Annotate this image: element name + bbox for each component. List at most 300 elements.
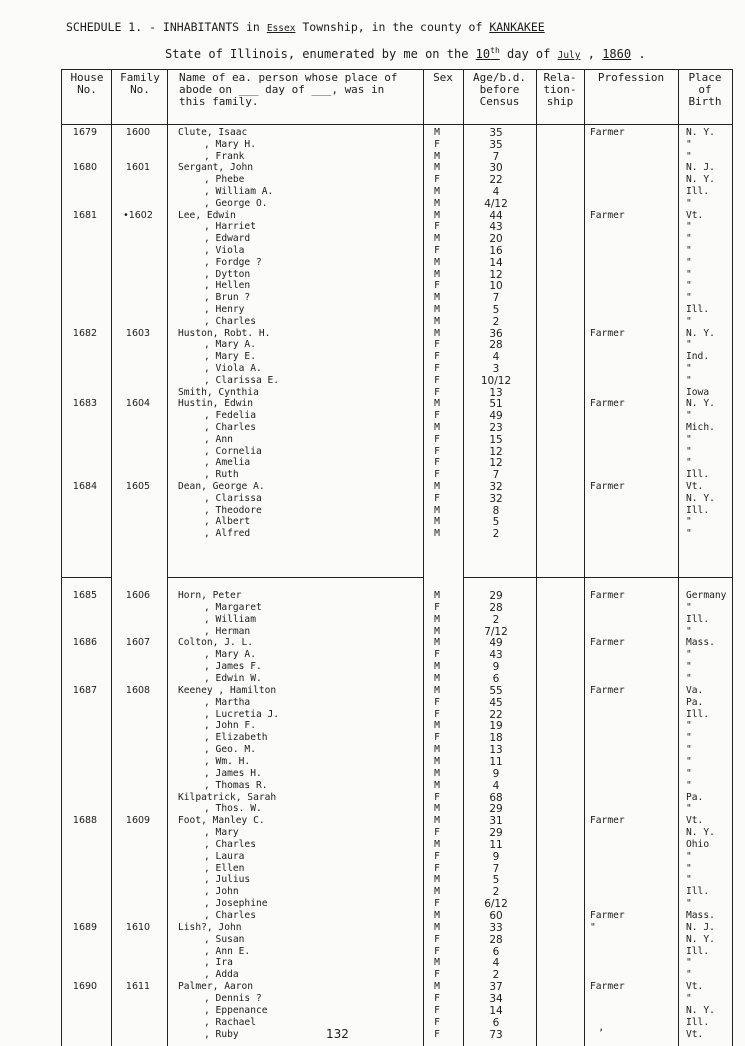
sex-value: M [434,150,440,162]
profession-value: Farmer [590,127,625,138]
age-value: 35 [489,127,503,139]
person-name: , Lucretia J. [204,708,280,720]
person-name: Dean, George A. [178,481,265,492]
birthplace-value: Ill. [686,886,710,898]
sex-value: M [434,590,440,601]
sex-value: M [434,268,440,280]
age-value: 10/12 [480,374,512,387]
township-suffix: Township, in the county of [302,20,483,34]
birthplace-value: Ill. [686,945,710,957]
census-row [0,422,745,434]
house-number: 1681 [72,209,98,221]
sex-value: F [434,280,440,292]
age-value: 28 [489,933,503,946]
age-value: 2 [492,969,500,982]
birthplace-value: " [686,363,692,374]
census-row [0,528,745,540]
census-row [0,221,745,233]
census-row [0,387,745,399]
sex-value: F [434,969,440,981]
census-row [0,792,745,804]
census-row [0,863,745,875]
sex-value: M [434,921,440,933]
profession-value: Farmer [590,209,625,221]
census-row [0,614,745,626]
sex-value: F [434,410,440,422]
age-value: 49 [489,410,503,423]
census-row [0,139,745,151]
age-value: 4 [492,957,500,970]
birthplace-value: " [686,601,692,613]
sex-value: F [434,933,440,945]
census-row [0,210,745,222]
census-row [0,162,745,174]
family-number: 1606 [125,590,151,601]
birthplace-value: " [686,315,692,327]
day-word: day of [507,47,551,61]
sex-value: F [434,1028,440,1040]
birthplace-value: Ill. [686,304,710,315]
sex-value: F [434,445,440,457]
person-name: , Theodore [204,504,262,516]
birthplace-value: " [686,969,692,981]
enumeration-day [476,47,500,61]
census-row [0,505,745,517]
person-name: , Adda [204,969,239,981]
birthplace-value: N. Y. [686,127,715,138]
column-header-family: Family No. [120,71,160,96]
person-name: Huston, Robt. H. [178,327,271,339]
family-number: 1611 [125,981,151,993]
page-number: 132 [326,1027,349,1041]
profession-value: " [590,921,596,933]
family-number: •1602 [123,209,153,221]
census-row [0,957,745,969]
birthplace-value: Pa. [686,696,704,708]
census-row [0,626,745,638]
sex-value: M [434,720,440,732]
county-value: KANKAKEE [489,20,545,34]
person-name: Kilpatrick, Sarah [178,791,277,803]
census-row [0,363,745,375]
sex-value: F [434,1004,440,1016]
birthplace-value: " [686,528,692,540]
census-row [0,922,745,934]
age-value: 32 [489,481,503,493]
birthplace-value: " [686,874,692,886]
birthplace-value: Ohio [686,838,710,850]
census-row [0,602,745,614]
census-row [0,661,745,673]
birthplace-value: Ill. [686,1016,710,1028]
sex-value: M [434,304,440,315]
person-name: , John F. [204,720,256,732]
age-value: 2 [492,613,500,626]
birthplace-value: " [686,138,692,150]
person-name: , Margaret [204,601,262,613]
census-row [0,969,745,981]
census-row [0,815,745,827]
census-row [0,339,745,351]
family-number: 1601 [125,162,151,174]
age-value: 60 [489,910,503,922]
family-number: 1610 [125,921,151,933]
person-name: , Wm. H. [204,755,251,767]
sex-value: F [434,862,440,874]
age-value: 11 [489,755,503,768]
age-value: 11 [489,838,503,851]
column-header-profession: Profession [597,71,665,84]
census-row [0,328,745,340]
age-value: 28 [489,339,503,352]
age-value: 31 [489,815,503,828]
census-row [0,851,745,863]
census-row [0,1017,745,1029]
birthplace-value: Ind. [686,351,710,363]
person-name: , George O. [204,197,268,209]
profession-value: Farmer [590,481,625,492]
birthplace-value: Vt. [686,481,704,492]
house-number: 1680 [72,162,98,174]
sex-value: F [434,374,440,386]
family-number: 1609 [125,815,151,827]
census-row [0,590,745,602]
profession-value: Farmer [590,590,625,601]
age-value: 36 [489,327,503,340]
birthplace-value: " [686,767,692,779]
house-number: 1686 [72,637,98,649]
birthplace-value: Iowa [686,386,710,398]
age-value: 6 [492,673,500,685]
person-name: , William [204,613,256,625]
person-name: , Rachael [204,1016,256,1028]
census-row [0,946,745,958]
person-name: , Ira [204,957,233,969]
sex-value: F [434,649,440,661]
township-value: Essex [266,23,296,34]
birthplace-value: " [686,803,692,815]
census-row [0,697,745,709]
age-value: 7 [492,292,500,305]
birthplace-value: N. J. [686,162,715,174]
person-name: , William A. [204,186,274,197]
person-name: , John [204,886,239,898]
age-value: 16 [489,245,503,257]
birthplace-value: " [686,374,692,386]
age-value: 37 [489,981,503,994]
birthplace-value: " [686,732,692,744]
birthplace-value: " [686,445,692,457]
census-row [0,198,745,210]
sex-value: M [434,779,440,791]
census-row [0,174,745,186]
census-row [0,446,745,458]
age-value: 2 [492,886,500,899]
person-name: , Cornelia [204,445,262,457]
census-row [0,839,745,851]
census-row [0,993,745,1005]
sex-value: M [434,613,440,625]
sex-value: F [434,138,440,150]
age-value: 3 [492,363,500,375]
birthplace-value: N. Y. [686,1004,715,1016]
sex-value: F [434,708,440,720]
sex-value: F [434,945,440,957]
census-row [0,1005,745,1017]
grid-line [463,577,733,578]
age-value: 15 [489,433,503,446]
sex-value: F [434,339,440,351]
person-name: Lish?, John [178,921,242,933]
age-value: 68 [489,791,503,804]
birthplace-value: " [686,245,692,256]
person-name: , Mary E. [204,351,256,363]
person-name: , Ruth [204,469,239,481]
person-name: , Charles [204,910,256,921]
sex-value: M [434,684,440,696]
sex-value: F [434,827,440,838]
age-value: 35 [489,138,503,151]
birthplace-value: " [686,197,692,209]
age-value: 23 [489,422,503,434]
stray-mark: ʼ [598,1028,605,1039]
birthplace-value: " [686,779,692,791]
header-end: . [638,47,646,61]
person-name: , Brun ? [204,292,251,304]
birthplace-value: " [686,755,692,767]
person-name: , Edwin W. [204,673,262,684]
birthplace-value: N. Y. [686,398,715,410]
census-row [0,732,745,744]
birthplace-value: " [686,457,692,469]
sex-value: M [434,292,440,304]
person-name: , Ruby [204,1028,239,1040]
age-value: 9 [492,767,500,780]
census-row [0,720,745,732]
person-name: , Dennis ? [204,992,262,1004]
sex-value: M [434,528,440,540]
sex-value: F [434,732,440,744]
sex-value: M [434,209,440,221]
age-value: 33 [489,921,503,934]
census-row [0,469,745,481]
age-value: 6 [492,1016,500,1029]
sex-value: F [434,457,440,469]
birthplace-value: " [686,649,692,661]
person-name: , Mary H. [204,138,256,150]
person-name: , Clarissa [204,492,262,504]
family-number: 1604 [125,398,151,410]
sex-value: M [434,673,440,684]
age-value: 5 [492,874,500,887]
age-value: 20 [489,233,503,246]
birthplace-value: Ill. [686,504,710,516]
column-header-house: House No. [70,71,104,96]
house-number: 1687 [72,684,98,696]
sex-value: F [434,351,440,363]
sex-value: F [434,433,440,445]
census-row [0,127,745,139]
birthplace-value: N. Y. [686,174,715,186]
schedule-header [66,20,545,34]
birthplace-value: " [686,673,692,684]
birthplace-value: " [686,339,692,351]
house-number: 1690 [72,981,98,993]
birthplace-value: " [686,516,692,528]
birthplace-value: N. Y. [686,827,715,838]
age-value: 12 [489,457,503,470]
person-name: , Charles [204,315,256,327]
sex-value: M [434,233,440,245]
age-value: 29 [489,590,503,602]
profession-value: Farmer [590,981,625,993]
person-name: , Ann E. [204,945,251,957]
census-row [0,304,745,316]
family-number: 1607 [125,637,151,649]
family-number: 1605 [125,481,151,492]
person-name: , James H. [204,767,262,779]
person-name: , Mary A. [204,339,256,351]
family-number: 1600 [125,127,151,138]
person-name: , Amelia [204,457,251,469]
birthplace-value: Mass. [686,910,715,921]
age-value: 7 [492,862,500,875]
age-value: 4 [492,186,500,198]
house-number: 1683 [72,398,98,410]
schedule-prefix: SCHEDULE 1. - INHABITANTS in [66,20,260,34]
census-row [0,434,745,446]
sex-value: M [434,838,440,850]
profession-value: Farmer [590,815,625,827]
sex-value: F [434,696,440,708]
age-value: 44 [489,209,503,222]
person-name: Lee, Edwin [178,209,236,221]
census-row [0,280,745,292]
sex-value: M [434,256,440,268]
state-prefix: State of Illinois, enumerated by me on the [165,47,469,61]
birthplace-value: N. Y. [686,933,715,945]
sex-value: F [434,1016,440,1028]
birthplace-value: " [686,625,692,637]
person-name: , Geo. M. [204,744,256,756]
birthplace-value: " [686,256,692,268]
person-name: Smith, Cynthia [178,386,259,398]
sex-value: F [434,174,440,186]
age-value: 28 [489,601,503,614]
census-row [0,269,745,281]
profession-value: Farmer [590,910,625,921]
age-value: 18 [489,732,503,745]
person-name: , Eppenance [204,1004,268,1016]
age-value: 73 [489,1028,503,1041]
birthplace-value: Vt. [686,815,704,827]
column-header-name: Name of ea. person whose place of abode on ___ day of ___, was in this family. [179,71,398,108]
person-name: Hustin, Edwin [178,398,254,410]
sex-value: F [434,601,440,613]
person-name: , Harriet [204,221,256,233]
sex-value: M [434,803,440,815]
census-row [0,410,745,422]
sex-value: M [434,874,440,886]
age-value: 12 [489,445,503,458]
age-value: 7 [492,150,500,163]
birthplace-value: " [686,292,692,304]
birthplace-value: " [686,268,692,280]
census-row [0,910,745,922]
sex-value: M [434,744,440,756]
sex-value: M [434,637,440,649]
age-value: 7 [492,469,500,482]
age-value: 45 [489,696,503,709]
census-row [0,316,745,328]
person-name: , Alfred [204,528,251,540]
person-name: , Elizabeth [204,732,268,744]
enumeration-header [165,46,646,61]
age-value: 10 [489,280,503,293]
profession-value: Farmer [590,637,625,649]
birthplace-value: Ill. [686,469,710,481]
sex-value: F [434,492,440,504]
age-value: 22 [489,174,503,187]
age-value: 4 [492,779,500,792]
sex-value: M [434,661,440,673]
birthplace-value: Vt. [686,209,704,221]
person-name: Horn, Peter [178,590,242,601]
age-value: 7/12 [484,625,508,638]
census-row [0,934,745,946]
census-row [0,245,745,257]
person-name: , Viola [204,245,245,256]
age-value: 4 [492,351,500,364]
census-row [0,768,745,780]
day-suffix: th [490,46,500,55]
sex-value: F [434,898,440,910]
age-value: 2 [492,315,500,328]
sex-value: M [434,162,440,174]
census-row [0,493,745,505]
person-name: , Martha [204,696,251,708]
sex-value: M [434,197,440,209]
census-row [0,756,745,768]
age-value: 14 [489,1004,503,1017]
person-name: , Josephine [204,898,268,910]
age-value: 43 [489,649,503,662]
birthplace-value: " [686,898,692,910]
age-value: 6 [492,945,500,958]
age-value: 49 [489,637,503,650]
profession-value: Farmer [590,684,625,696]
family-number: 1608 [125,684,151,696]
age-value: 13 [489,744,503,757]
birthplace-value: N. Y. [686,492,715,504]
person-name: , Fordge ? [204,256,262,268]
census-row [0,709,745,721]
birthplace-value: " [686,862,692,874]
person-name: , Julius [204,874,251,886]
profession-value: Farmer [590,398,625,410]
age-value: 2 [492,528,500,541]
column-header-birth: Place of Birth [688,71,722,108]
person-name: , Henry [204,304,245,315]
person-name: , Phebe [204,174,245,186]
birthplace-value: Va. [686,684,704,696]
person-name: , Susan [204,933,245,945]
enumeration-month: July [557,50,581,61]
age-value: 43 [489,221,503,234]
sex-value: M [434,981,440,993]
person-name: , Charles [204,838,256,850]
house-number: 1682 [72,327,98,339]
